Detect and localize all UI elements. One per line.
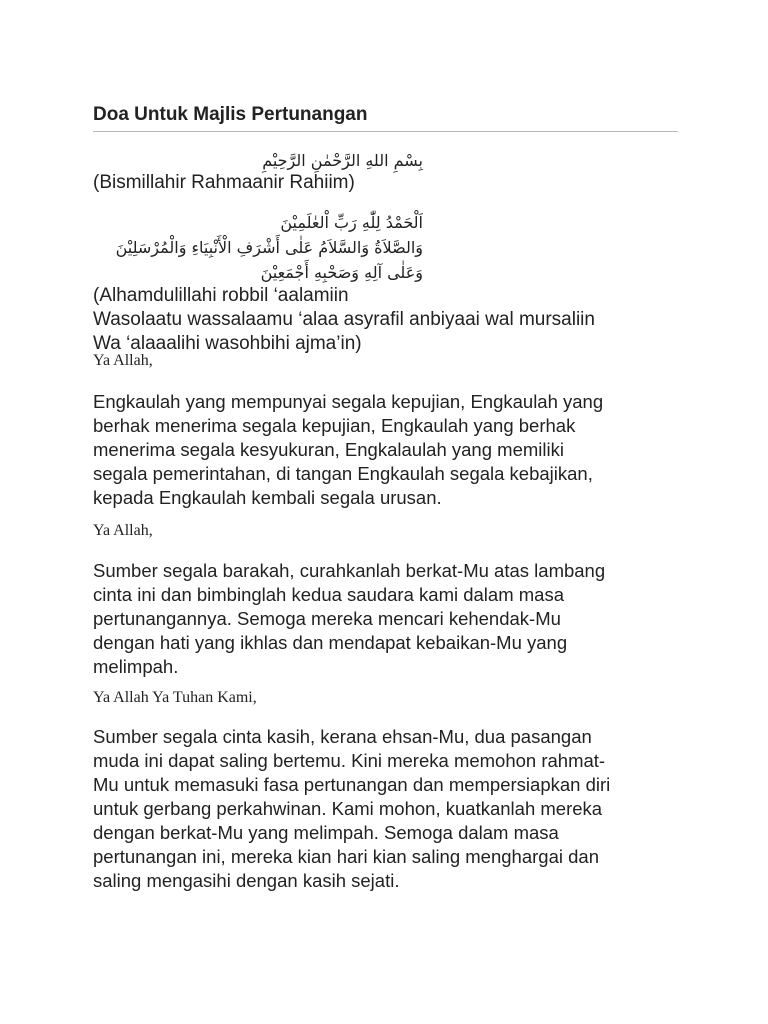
opening-arabic-line: وَعَلٰى آلِهِ وَصَحْبِهِ أَجْمَعِيْنَ [260, 263, 423, 282]
paragraph-line: pertunangannya. Semoga mereka mencari kehendak-Mu [93, 608, 561, 629]
paragraph-line: berhak menerima segala kepujian, Engkaulah yang berhak [93, 415, 576, 436]
opening-arabic-line: وَالصَّلاَةُ وَالسَّلاَمُ عَلٰى أَشْرَفِ الْأَنْبِيَاءِ وَالْمُرْسَلِيْنَ [115, 238, 423, 257]
opening-transliteration-line: Wa ‘alaaalihi wasohbihi ajma’in) [93, 333, 362, 354]
opening-transliteration-line: (Alhamdulillahi robbil ‘aalamiin [93, 285, 349, 306]
section-heading: Ya Allah, [93, 352, 153, 369]
basmalah-arabic-line: بِسْمِ اللهِ الرَّحْمٰنِ الرَّحِيْمِ [262, 151, 423, 170]
paragraph-line: Mu untuk memasuki fasa pertunangan dan mempersiapkan diri [93, 774, 611, 795]
paragraph-line: dengan hati yang ikhlas dan mendapat kebaikan-Mu yang [93, 632, 568, 653]
paragraph-line: Engkaulah yang mempunyai segala kepujian, Engkaulah yang [93, 391, 604, 412]
section-paragraph [93, 725, 678, 893]
paragraph-line: pertunangan ini, mereka kian hari kian saling menghargai dan [93, 846, 599, 867]
paragraph-line: kepada Engkaulah kembali segala urusan. [93, 487, 442, 508]
opening-transliteration-line: Wasolaatu wassalaamu ‘alaa asyrafil anbiyaai wal mursaliin [93, 309, 595, 330]
basmalah-arabic [93, 148, 423, 173]
paragraph-line: Sumber segala barakah, curahkanlah berkat-Mu atas lambang [93, 560, 606, 581]
section-heading: Ya Allah, [93, 522, 153, 539]
paragraph-line: segala pemerintahan, di tangan Engkaulah segala kebajikan, [93, 463, 593, 484]
paragraph-line: untuk gerbang perkahwinan. Kami mohon, kuatkanlah mereka [93, 798, 603, 819]
section-paragraph [93, 390, 678, 510]
paragraph-line: muda ini dapat saling bertemu. Kini mereka memohon rahmat- [93, 750, 606, 771]
opening-transliteration [93, 284, 595, 356]
paragraph-line: saling mengasihi dengan kasih sejati. [93, 870, 400, 891]
basmalah-transliteration-line: (Bismillahir Rahmaanir Rahiim) [93, 172, 355, 193]
paragraph-line: menerima segala kesyukuran, Engkalaulah yang memiliki [93, 439, 564, 460]
opening-arabic [93, 210, 423, 285]
paragraph-line: melimpah. [93, 656, 179, 677]
paragraph-line: Sumber segala cinta kasih, kerana ehsan-Mu, dua pasangan [93, 726, 592, 747]
paragraph-line: dengan berkat-Mu yang melimpah. Semoga dalam masa [93, 822, 559, 843]
paragraph-line: cinta ini dan bimbinglah kedua saudara kami dalam masa [93, 584, 564, 605]
section-paragraph [93, 559, 678, 679]
basmalah-transliteration [93, 171, 355, 195]
opening-arabic-line: اَلْحَمْدُ لِلّٰهِ رَبِّ اْلعٰلَمِيْنَ [280, 213, 423, 232]
title-divider [93, 131, 678, 132]
document-title: Doa Untuk Majlis Pertunangan [93, 104, 368, 125]
section-heading: Ya Allah Ya Tuhan Kami, [93, 689, 257, 706]
